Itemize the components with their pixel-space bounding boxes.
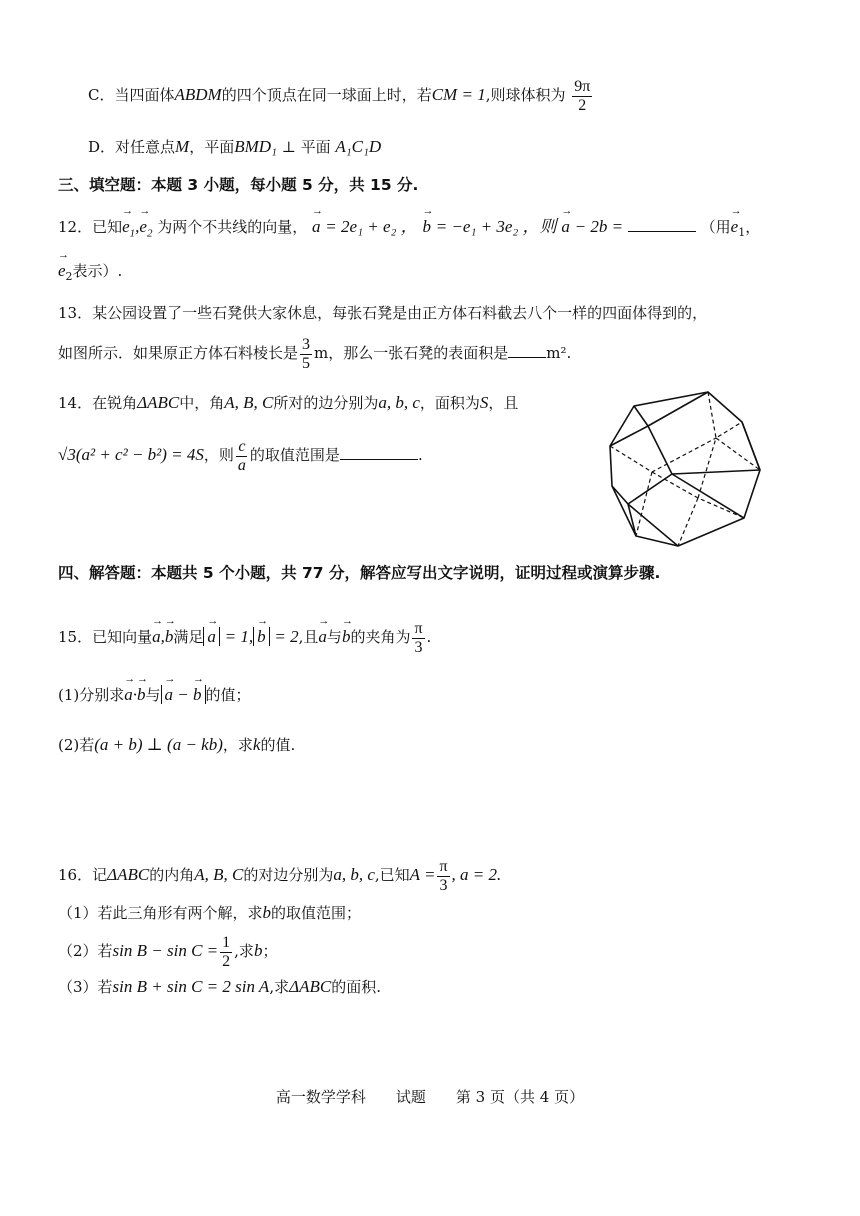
q16-text-2: 的对边分别为 — [243, 866, 334, 885]
q15-p2-suffix: 的值. — [260, 736, 296, 754]
q15-text-3: 与 — [326, 628, 342, 647]
q13-line2-mid: m，那么一张石凳的表面积是 — [314, 344, 509, 363]
q16-p2-prefix: （2）若 — [58, 942, 113, 961]
q15-cond2: = 2 — [274, 627, 299, 647]
question-14 — [58, 392, 518, 413]
option-d-text-3: ⊥ 平面 — [281, 138, 331, 156]
question-14-line-2: √3(a² + c² − b²) = 4S，则 $\frac{c}{a}$ 的取值范围是 . — [58, 438, 423, 474]
option-d-text-2: ，平面 — [189, 138, 235, 156]
q15-cond: = 1, — [224, 627, 254, 647]
question-16 — [58, 858, 501, 894]
section-4-title: 四、解答题：本题共 5 个小题，共 77 分，解答应写出文字说明，证明过程或演算步骤. — [58, 564, 661, 582]
q14-text-2: 所对的边分别为 — [273, 394, 379, 412]
vector-e1: → e — [731, 216, 739, 237]
edge-length-fraction: $\frac{3}{5}$ — [302, 336, 311, 372]
q13-unit: m². — [546, 344, 572, 363]
question-15-part-2 — [58, 734, 295, 755]
tetrahedron-label: ABDM — [174, 85, 222, 105]
hidden-bottom-left — [636, 472, 652, 536]
q14-text: 中，角 — [179, 394, 225, 412]
q12-line2: 表示）. — [72, 262, 123, 280]
q15-text: 满足 — [173, 628, 204, 647]
q15-p2-expr: (a + b) ⊥ (a − kb) — [94, 735, 223, 754]
option-d-text: D．对任意点 — [88, 138, 176, 156]
q14-text-5: 的取值范围是 — [249, 446, 340, 465]
q16-text-3: ,已知 — [374, 866, 410, 885]
q12-expr-q: − 2b = — [574, 217, 624, 236]
q16-p1-b: b — [262, 903, 272, 922]
q15-p1-suffix: 的值； — [205, 686, 251, 704]
vector-b-q15: → b — [342, 626, 351, 647]
hidden-vertical-edge — [698, 438, 716, 498]
front-left-edges — [612, 474, 672, 504]
q16-triangle: ΔABC — [107, 865, 150, 885]
question-16-part-3 — [58, 976, 381, 997]
angle-fraction: $\frac{\pi}{3}$ — [414, 620, 423, 656]
cm-condition: CM = 1 — [431, 85, 486, 105]
question-16-part-1 — [58, 902, 361, 923]
q15-p2-prefix: (2)若 — [58, 736, 95, 754]
q16-sides: a, b, c — [333, 865, 375, 885]
q16-p3-prefix: （3）若 — [58, 978, 113, 996]
page-footer: 高一数学学科 试题 第 3 页（共 4 页） — [275, 1088, 585, 1106]
abs-a-minus-b: → a − → b — [161, 685, 206, 704]
q14-text-3: ，面积为 — [419, 394, 480, 412]
vector-a-q15: → a — [318, 626, 327, 647]
q14-angles: A, B, C — [224, 393, 274, 412]
question-13: 13．某公园设置了一些石凳供大家休息，每张石凳是由正方体石料截去八个一样的四面体得到的， — [58, 304, 708, 322]
q12-text: 为两个不共线的向量， — [157, 218, 308, 236]
abs-b: → b — [253, 627, 270, 646]
q15-k: k — [252, 735, 261, 754]
q12-expr-a: = 2e₁ + e₂ ， — [325, 217, 418, 236]
q15-text-4: 的夹角为 — [350, 628, 411, 647]
q12-answer-blank[interactable] — [628, 217, 696, 232]
q14-area: S — [479, 393, 489, 412]
q16-p2-suffix: ,求 — [234, 942, 254, 961]
q16-p3-suffix: 的面积. — [331, 978, 381, 996]
question-16-part-2 — [58, 934, 277, 970]
q16-p3-expr: sin B + sin C = 2 sin A — [112, 977, 270, 996]
question-15-part-1 — [58, 684, 251, 705]
half-fraction: $\frac{1}{2}$ — [222, 934, 231, 970]
q16-cond-prefix: A = — [409, 865, 436, 885]
q16-angles: A, B, C — [194, 865, 244, 885]
q16-p2-expr: sin B − sin C = — [112, 941, 219, 961]
option-c-text-3: ,则球体积为 — [485, 86, 566, 105]
vector-b: → b — [422, 216, 431, 237]
section-3-title: 三、填空题：本题 3 小题，每小题 5 分，共 15 分. — [58, 176, 419, 194]
q16-p1-prefix: （1）若此三角形有两个解，求 — [58, 904, 263, 922]
front-right-edge — [672, 474, 744, 518]
question-12-line-2: → $e_2$表示）. — [58, 260, 122, 284]
q14-suffix: ，且 — [488, 394, 519, 412]
q16-p2-b: b — [253, 941, 263, 961]
front-edges — [648, 426, 760, 474]
q12-prefix: 12．已知 — [58, 218, 123, 236]
q12-expr-b: = −e₁ + 3e₂ ，则 — [435, 217, 557, 236]
q15-p1-mid: 与 — [145, 686, 161, 704]
hidden-top-edges — [708, 392, 742, 438]
option-d — [88, 136, 381, 157]
q16-text: 的内角 — [149, 866, 195, 885]
plane-bmd1: BMD₁ — [234, 137, 277, 156]
q16-p3-mid: ,求 — [269, 978, 290, 996]
q16-p3-triangle: ΔABC — [289, 977, 332, 996]
q16-prefix: 16．记 — [58, 866, 108, 885]
option-c-text: C．当四面体 — [88, 86, 175, 105]
vectors-a-b: → a,→ b — [152, 627, 173, 646]
q14-equation: √3(a² + c² − b²) = 4S — [58, 445, 204, 465]
dot-product: → a·→ b — [124, 685, 145, 704]
q14-triangle: ΔABC — [137, 393, 180, 412]
option-c — [88, 78, 594, 114]
q13-line2-prefix: 如图所示．如果原正方体石料棱长是 — [58, 344, 299, 363]
c-over-a-fraction: $\frac{c}{a}$ — [237, 438, 246, 474]
q13-answer-blank[interactable] — [508, 343, 546, 358]
q14-prefix: 14．在锐角 — [58, 394, 138, 412]
q16-p1-suffix: 的取值范围； — [271, 904, 362, 922]
vector-a: → a — [312, 216, 321, 237]
point-m: M — [175, 137, 190, 156]
q14-text-4: ，则 — [203, 446, 234, 465]
q15-text-2: ,且 — [298, 628, 319, 647]
q15-p2-mid: ，求 — [222, 736, 253, 754]
vector-e2: → e — [58, 260, 66, 281]
q15-p1-prefix: (1)分别求 — [58, 686, 125, 704]
top-edges — [634, 392, 708, 426]
question-12: 12．已知→ $e_1,\to e_2$ 为两个不共线的向量， → a = 2e₁ + e₂ ， → b = −e₁ + 3e₂ ，则 → a − 2b = （用→ $e_1$， — [58, 216, 760, 241]
plane-a1c1d: A₁C₁D — [335, 137, 382, 156]
q14-answer-blank[interactable] — [340, 445, 418, 460]
q12-suffix: （用 — [700, 218, 731, 236]
question-13-line-2 — [58, 336, 571, 372]
question-15: 15．已知向量→ a,→ b满足→ a = 1,→ b = 2,且→ a与→ b的夹角为 $\frac{\pi}{3}$ . — [58, 620, 431, 656]
q14-sides: a, b, c — [378, 393, 420, 412]
q16-angle-fraction: $\frac{\pi}{3}$ — [439, 858, 448, 894]
q15-prefix: 15．已知向量 — [58, 628, 153, 647]
option-c-text-2: 的四个顶点在同一球面上时，若 — [221, 86, 432, 105]
q16-cond-suffix: , a = 2. — [451, 865, 502, 885]
abs-a: → a — [203, 627, 220, 646]
vectors-e1-e2: → $e_1,\to e_2$ — [122, 217, 152, 236]
q16-p2-end: ； — [262, 942, 278, 961]
vector-a-2: → a — [561, 216, 570, 237]
stone-stool-figure — [606, 386, 778, 554]
sphere-volume-fraction: $\frac{9\pi}{2}$ — [574, 78, 591, 114]
